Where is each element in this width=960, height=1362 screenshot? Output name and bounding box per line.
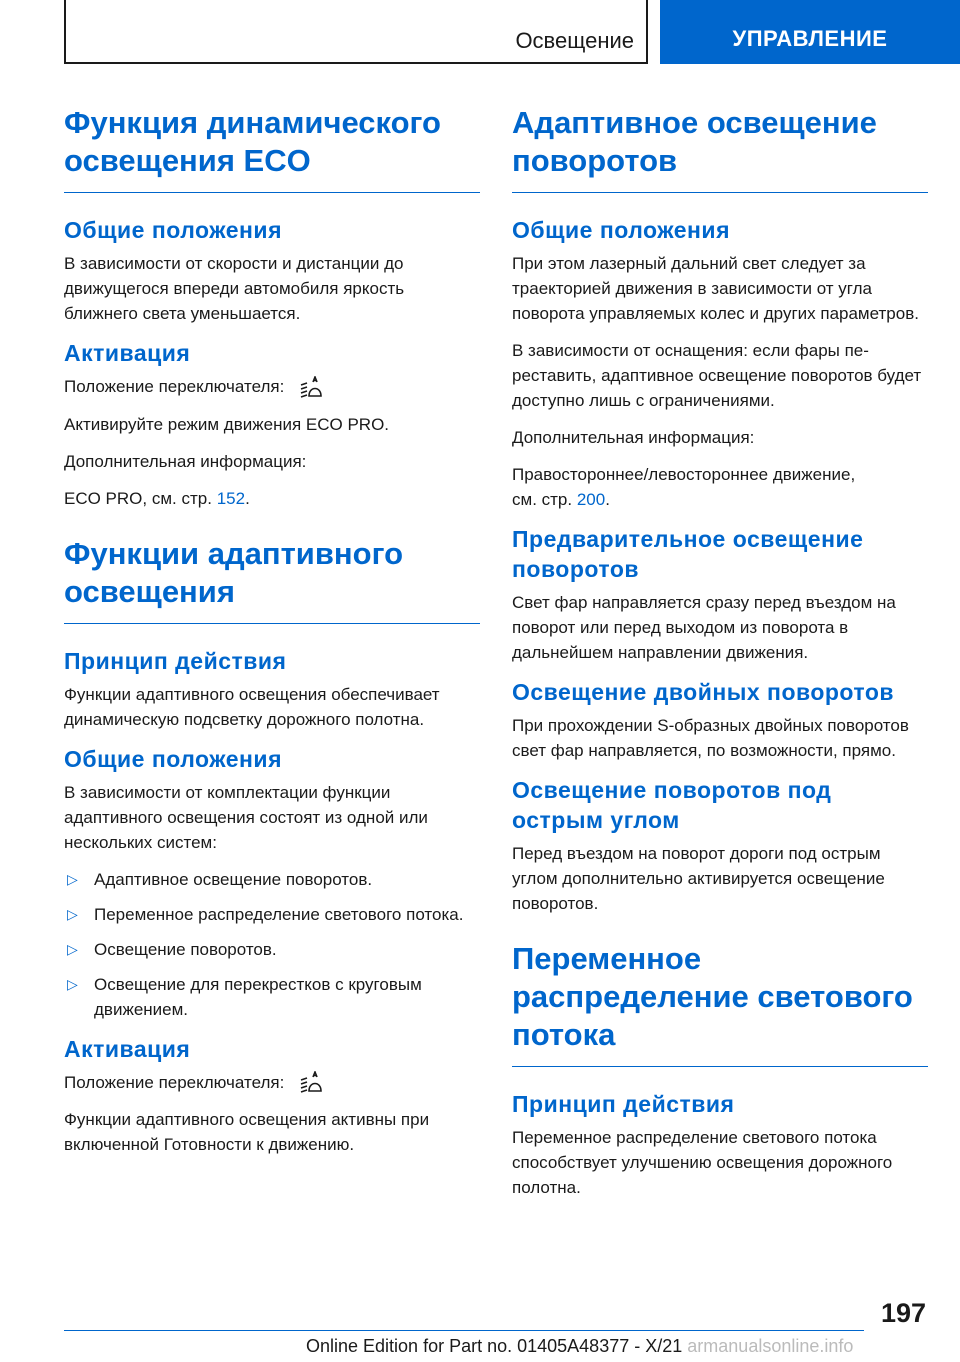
heading-variable-light: Переменное распределение светового потока [512, 940, 928, 1067]
heading-adaptive-cornering: Адаптивное освещение поворотов [512, 104, 928, 193]
active-text: Функции адаптивного освещения активны при включенной Готовности к движению. [64, 1110, 430, 1155]
triangle-bullet-icon: ▷ [67, 940, 78, 957]
heading-double-bends: Освещение двойных поворотов [512, 679, 895, 705]
eco-general-text: В зависимости от скорости и дистанции до движущегося впереди автомобиля яркость ближнего света уменьшается. [64, 254, 405, 323]
general-text-2: В зависимости от оснащения: если фары переставить, адаптивное освещение поворотов будет доступно лишь с ограничениями. [512, 341, 922, 410]
heading-principle: Принцип действия [512, 1091, 735, 1117]
footer [306, 1336, 853, 1357]
traffic-reference [512, 462, 928, 512]
heading-eco-lighting: Функция динамического освещения ECO [64, 104, 480, 193]
list-item [64, 972, 480, 1022]
more-info: Дополнительная информация: [512, 428, 755, 447]
general-text-1: При этом лазерный дальний свет следует за траекторией движения в зависимости от угла поворота управляемых колес и других параметров. [512, 254, 919, 323]
ref-page-link[interactable]: 200 [576, 490, 606, 509]
eco-reference [64, 486, 480, 511]
pre-cornering-text: Свет фар направляется сразу перед въездом на поворот или перед выходом из поворота в дальнейшем направлении движения. [512, 593, 896, 662]
list-item-text: Освещение для перекрестков с круговым движением. [94, 974, 422, 1019]
eco-ref-end: . [245, 488, 250, 508]
headlight-auto-icon [299, 376, 323, 400]
heading-principle: Принцип действия [64, 647, 287, 674]
footer-edition: Online Edition for Part no. 01405A48377 - X/21 [306, 1336, 683, 1356]
page-number: 197 [880, 1298, 926, 1328]
triangle-bullet-icon: ▷ [67, 905, 78, 922]
eco-ref-page-link[interactable]: 152 [216, 488, 246, 508]
heading-adaptive-functions: Функции адаптивного освещения [64, 535, 480, 624]
eco-ref-text: ECO PRO, см. стр. [64, 488, 212, 508]
list-item [64, 937, 480, 962]
systems-list [64, 867, 480, 1022]
heading-eco-general: Общие положения [64, 217, 282, 243]
triangle-bullet-icon: ▷ [67, 975, 78, 992]
eco-switch-text: Положение переключателя: [64, 377, 285, 396]
traffic-text: Правостороннее/левостороннее движение, [512, 465, 856, 484]
header-section-title: Освещение [515, 28, 634, 53]
headlight-auto-icon [299, 1071, 323, 1095]
list-item-text: Адаптивное освещение поворотов. [94, 869, 373, 889]
principle-text: Функции адаптивного освещения обеспечивает динамическую подсветку дорожного полотна. [64, 684, 440, 729]
principle-text: Переменное распределение светового потока способствует улучшению освещения дорожного полотна. [512, 1128, 893, 1197]
general-text: В зависимости от комплектации функции адаптивного освещения состоят из одной или нескольких систем: [64, 782, 428, 852]
ref-text: см. стр. [512, 490, 573, 509]
eco-activate-text: Активируйте режим движения ECO PRO. [64, 414, 390, 434]
heading-sharp-corners: Освещение поворотов под острым углом [512, 777, 832, 833]
list-item-text: Освещение поворотов. [94, 939, 277, 959]
header-section-box [64, 0, 648, 64]
footer-watermark: armanualsonline.info [687, 1336, 854, 1356]
left-column [64, 104, 480, 1169]
heading-eco-activation: Активация [64, 340, 191, 366]
list-item [64, 867, 480, 892]
sharp-corners-text: Перед въездом на поворот дороги под острым углом дополнительно активируется освещение поворотов. [512, 844, 885, 913]
triangle-bullet-icon: ▷ [67, 870, 78, 887]
heading-activation: Активация [64, 1035, 191, 1062]
footer-divider [64, 1330, 864, 1331]
heading-pre-cornering: Предварительное освещение поворотов [512, 526, 864, 582]
eco-switch-line [64, 374, 480, 400]
ref-end: . [605, 490, 610, 509]
switch-text: Положение переключателя: [64, 1072, 285, 1092]
switch-line [64, 1070, 480, 1096]
heading-general: Общие положения [64, 745, 282, 772]
header-chapter-tab: УПРАВЛЕНИЕ [660, 0, 960, 64]
list-item [64, 902, 480, 927]
right-column [512, 104, 928, 1212]
heading-general: Общие положения [512, 217, 730, 243]
list-item-text: Переменное распределение светового потока. [94, 904, 464, 924]
eco-more-info: Дополнительная информация: [64, 451, 307, 471]
double-bends-text: При прохождении S-образных двойных поворотов свет фар направляется, по возможности, прямо. [512, 716, 909, 760]
